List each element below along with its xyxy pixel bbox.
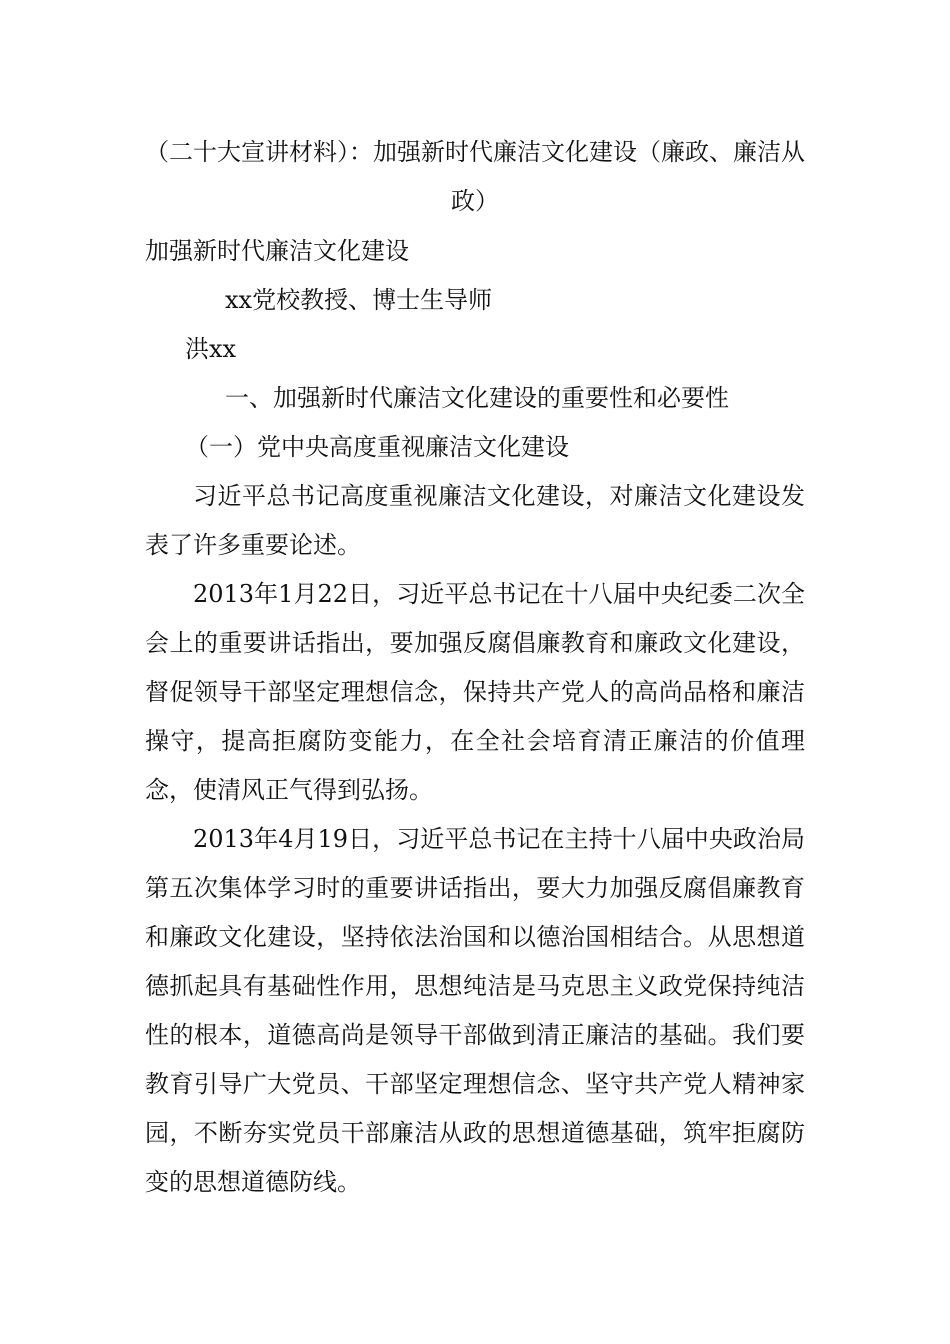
subsection-heading: （一）党中央高度重视廉洁文化建设 [185, 433, 569, 461]
author-affiliation: xx党校教授、博士生导师 [225, 286, 493, 314]
author-name: 洪xx [185, 335, 237, 363]
paragraph: 习近平总书记高度重视廉洁文化建设，对廉洁文化建设发表了许多重要论述。 [145, 482, 805, 559]
paragraph: 2013年1月22日，习近平总书记在十八届中央纪委二次全会上的重要讲话指出，要加强反腐倡廉教育和廉政文化建设，督促领导干部坚定理想信念，保持共产党人的高尚品格和廉洁操守，提高拒腐防变能力，在全社会培育清正廉洁的价值理念，使清风正气得到弘扬。 [145, 580, 805, 804]
paragraph: 2013年4月19日，习近平总书记在主持十八届中央政治局第五次集体学习时的重要讲话指出，要大力加强反腐倡廉教育和廉政文化建设，坚持依法治国和以德治国相结合。从思想道德抓起具有基础性作用，思想纯洁是马克思主义政党保持纯洁性的根本，道德高尚是领导干部做到清正廉洁的基础。我们要教育引导广大党员、干部坚定理想信念、坚守共产党人精神家园，不断夯实党员干部廉洁从政的思想道德基础，筑牢拒腐防变的思想道德防线。 [145, 825, 805, 1196]
body-text [145, 472, 805, 1207]
document-heading: 加强新时代廉洁文化建设 [145, 237, 409, 265]
section-heading: 一、加强新时代廉洁文化建设的重要性和必要性 [225, 384, 729, 412]
document-title: （二十大宣讲材料）：加强新时代廉洁文化建设（廉政、廉洁从政） [145, 138, 805, 215]
